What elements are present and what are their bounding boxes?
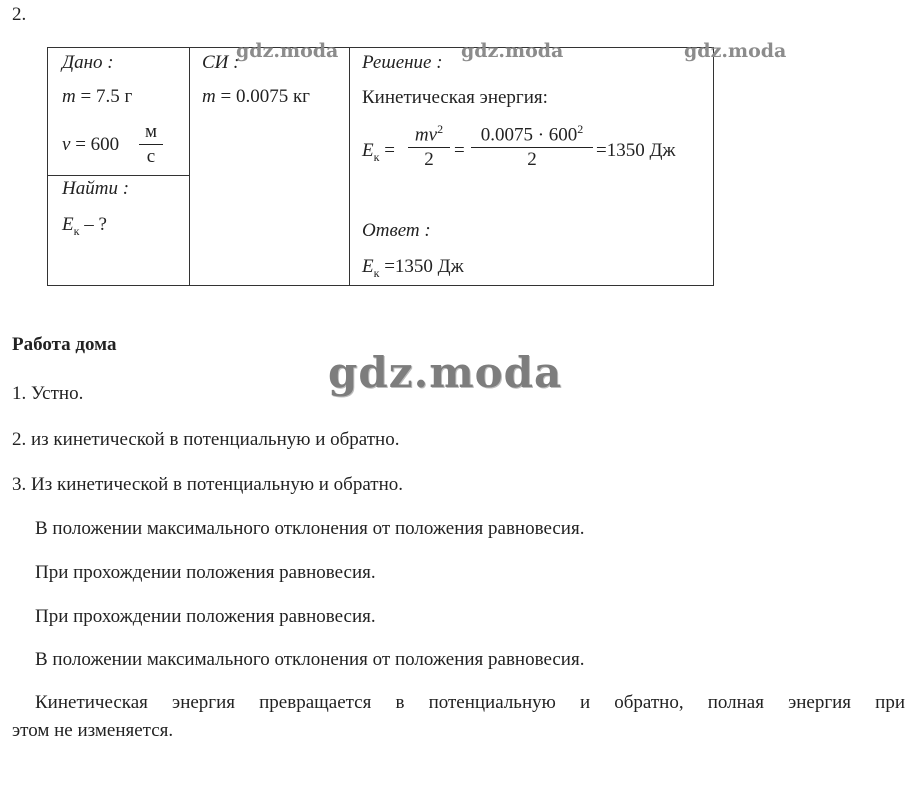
homework-final-line-2: этом не изменяется.	[12, 720, 174, 741]
si-header: СИ :	[202, 52, 240, 73]
formula-lhs: $E_к$ =	[362, 140, 395, 164]
si-mass: m = 0.0075 кг	[202, 86, 310, 107]
problem-number: 2.	[12, 4, 27, 25]
table-border-right	[713, 47, 714, 286]
homework-item-1: 1. Устно.	[12, 383, 84, 404]
velocity-unit-fraction	[139, 121, 163, 168]
homework-title: Работа дома	[12, 334, 117, 355]
formula-fraction-1-den: 2	[424, 149, 434, 171]
table-border-top	[47, 47, 714, 48]
formula-fraction-2-bar	[471, 147, 593, 148]
solution-text: Кинетическая энергия:	[362, 87, 548, 108]
formula-equals-1: =	[454, 140, 465, 161]
formula-fraction-2-num: $0.0075 \cdot 600^2$	[480, 122, 584, 146]
formula-result: =1350 Дж	[596, 140, 676, 161]
table-border-left	[47, 47, 48, 286]
velocity-unit-bar	[139, 144, 163, 145]
solution-header: Решение :	[362, 52, 443, 73]
watermark-2: gdz.moda	[461, 40, 564, 62]
table-divider-2	[349, 47, 350, 286]
homework-final-line-1: Кинетическая энергия превращается в потенциальную и обратно, полная энергия при	[35, 692, 905, 713]
given-mass: m = 7.5 г	[62, 86, 133, 107]
table-divider-1	[189, 47, 190, 286]
watermark-3: gdz.moda	[684, 40, 787, 62]
velocity-unit-num: м	[144, 121, 158, 142]
homework-item-2: 2. из кинетической в потенциальную и обратно.	[12, 429, 400, 450]
homework-subitem-4: В положении максимального отклонения от положения равновесия.	[35, 649, 585, 670]
formula-fraction-2-den: 2	[527, 149, 537, 171]
formula-fraction-2	[471, 122, 593, 171]
given-header: Дано :	[62, 52, 114, 73]
watermark-1: gdz.moda	[236, 40, 339, 62]
velocity-unit-den: с	[146, 146, 156, 167]
formula-fraction-1-num: $mv^2$	[414, 122, 444, 146]
homework-subitem-2: При прохождении положения равновесия.	[35, 562, 376, 583]
formula-fraction-1	[408, 122, 450, 171]
find-header: Найти :	[62, 178, 130, 199]
answer-header: Ответ :	[362, 220, 431, 241]
homework-subitem-1: В положении максимального отклонения от положения равновесия.	[35, 518, 585, 539]
formula-fraction-1-bar	[408, 147, 450, 148]
given-velocity: v = 600	[62, 134, 120, 155]
answer-value: $E_к =1350$ Дж	[362, 256, 464, 280]
watermark-big: gdz.moda	[328, 348, 563, 397]
homework-subitem-3: При прохождении положения равновесия.	[35, 606, 376, 627]
homework-item-3: 3. Из кинетической в потенциальную и обратно.	[12, 474, 404, 495]
find-quantity: $E_к$ – ?	[62, 214, 107, 238]
table-border-bottom	[47, 285, 714, 286]
table-divider-given-find	[47, 175, 190, 176]
